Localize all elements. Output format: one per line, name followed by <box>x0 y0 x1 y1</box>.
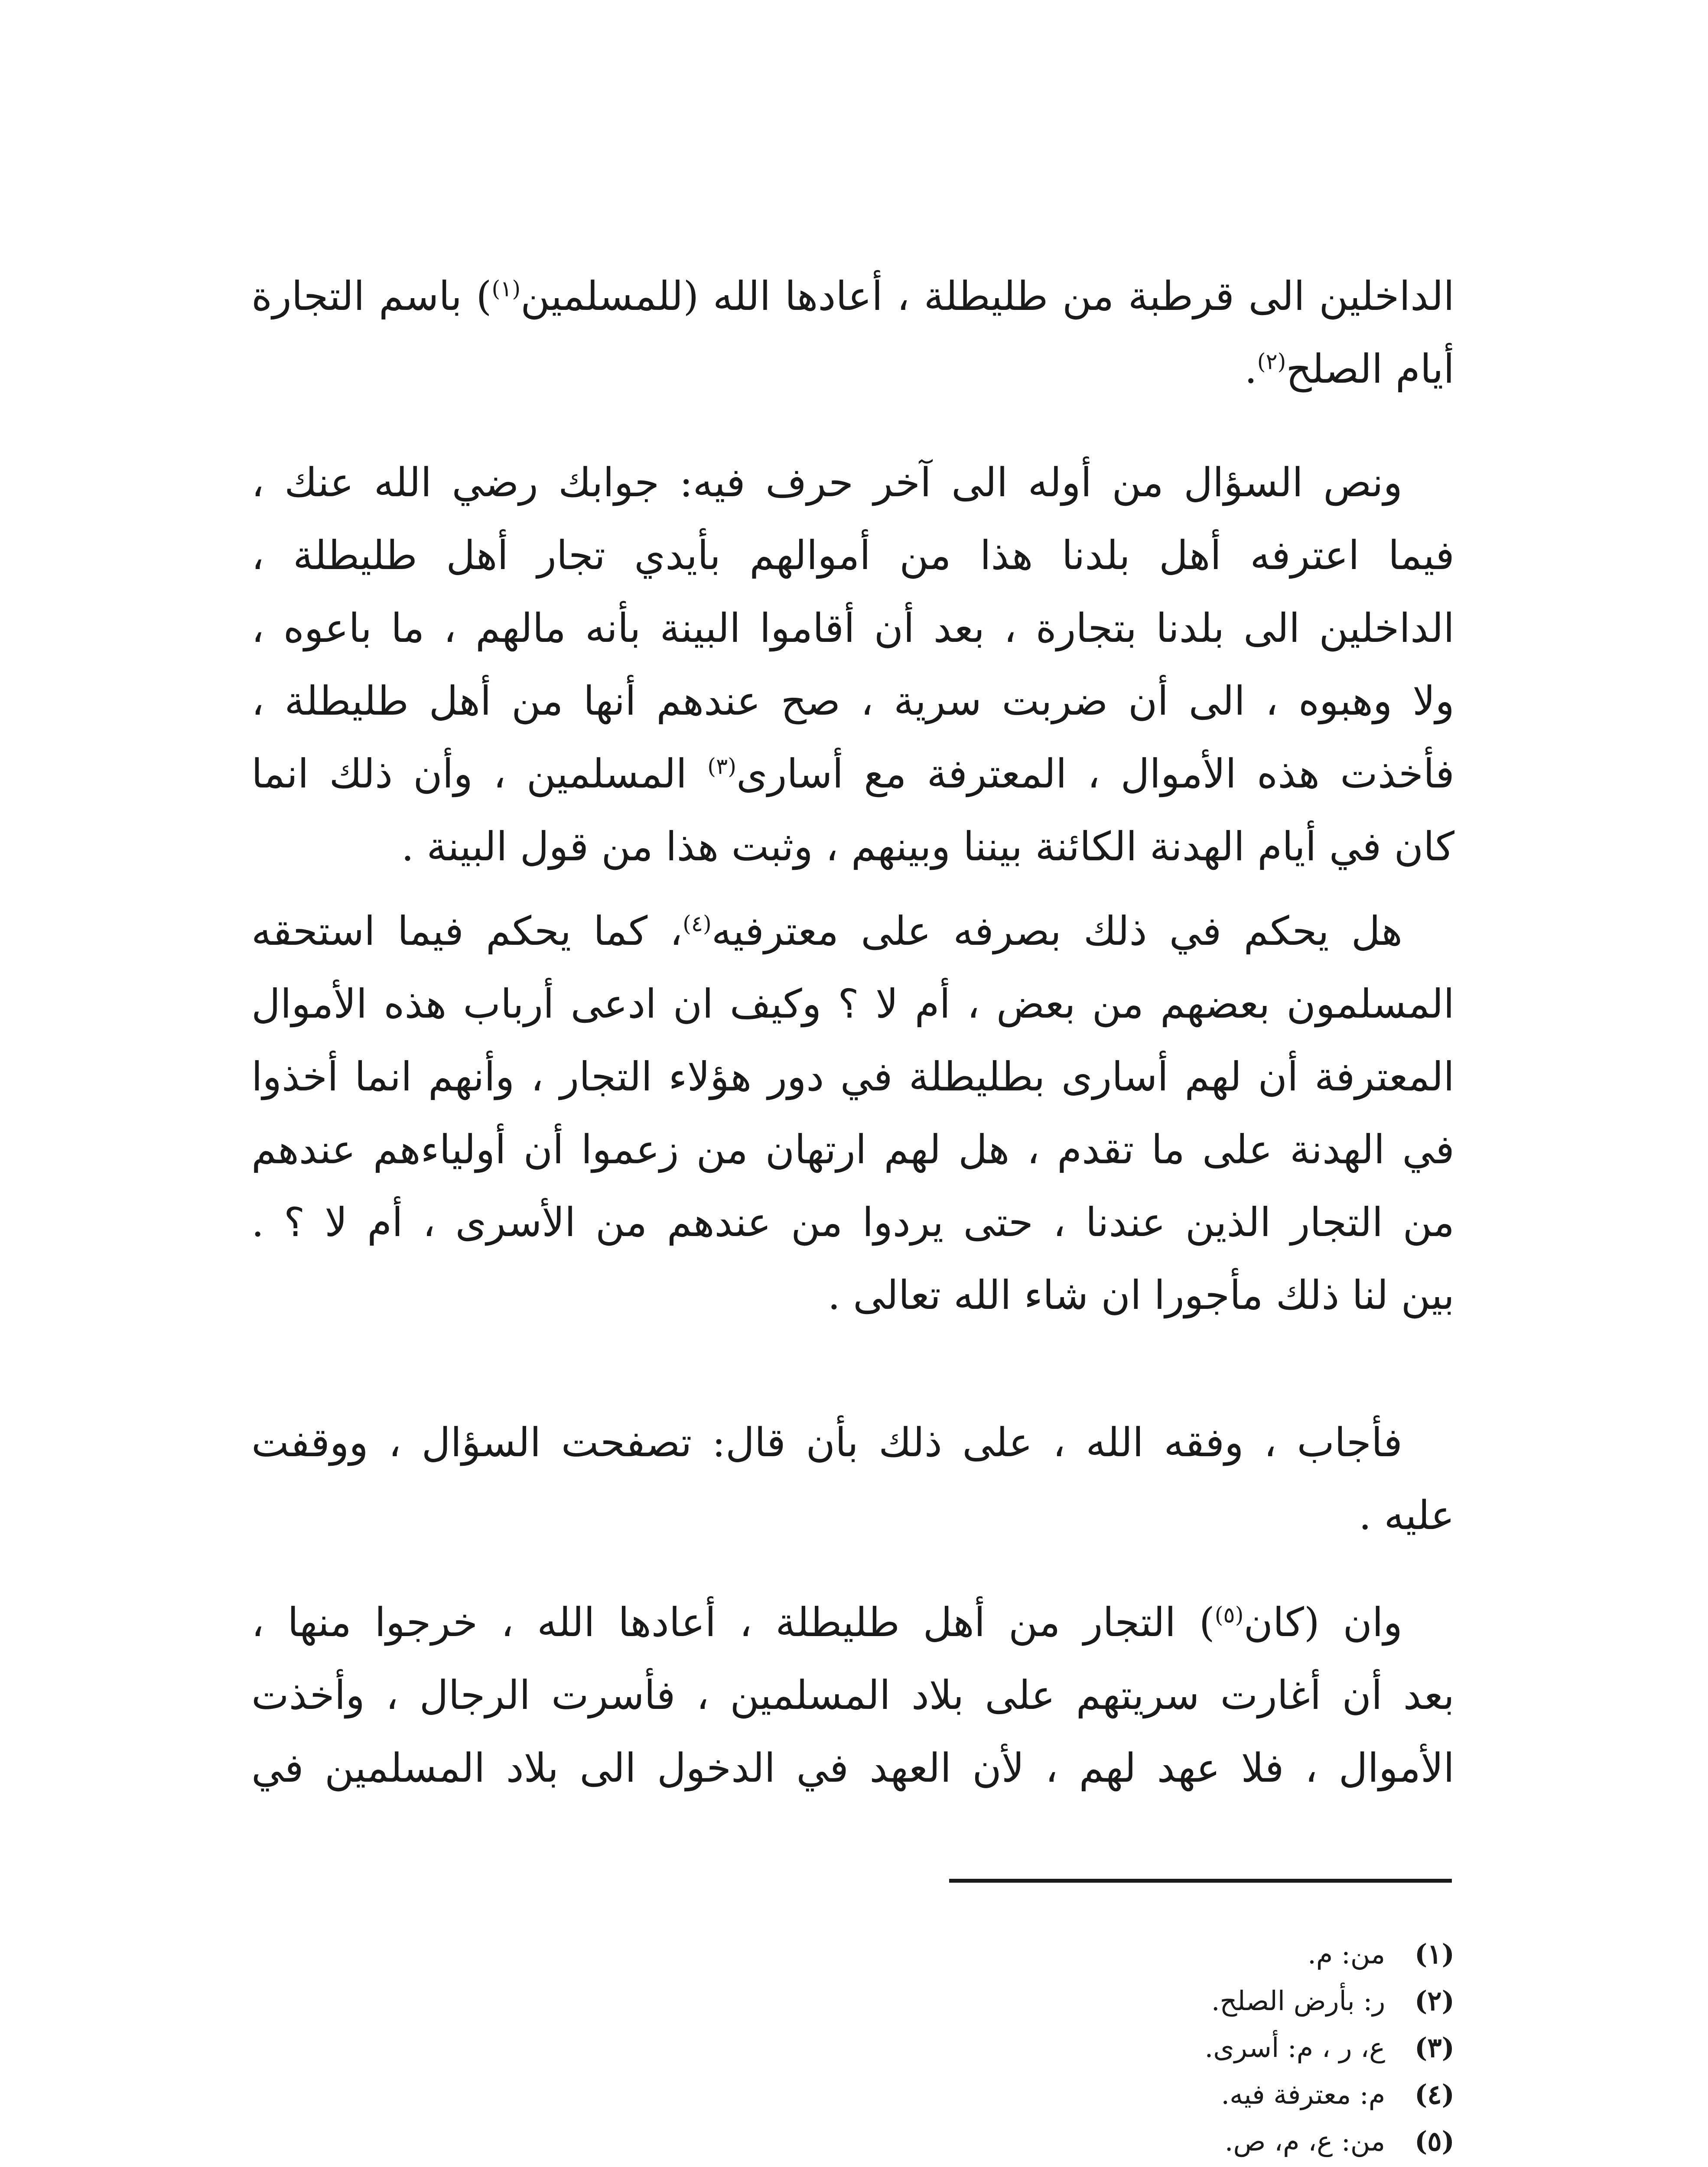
footnote-number: (١) <box>1415 1938 1454 1970</box>
text-segment: في الهدنة على ما تقدم ، هل لهم ارتهان من زعموا أن أولياءهم عندهم <box>251 1126 1454 1173</box>
text-line <box>251 1406 1454 1479</box>
text-line <box>251 446 1454 519</box>
text-segment: فأخذت هذه الأموال ، المعترفة مع أسارى <box>736 751 1454 797</box>
footnote-text: من: ع، م، ص. <box>1224 2125 1386 2157</box>
text-segment: فأجاب ، وفقه الله ، على ذلك بأن قال: تصفحت السؤال ، ووقفت <box>251 1419 1402 1466</box>
text-line <box>251 1732 1454 1805</box>
text-segment: المسلمين ، وأن ذلك انما <box>251 751 708 797</box>
footnote-text: من: م. <box>1308 1938 1386 1970</box>
text-segment: هل يحكم في ذلك بصرفه على معترفيه <box>711 908 1402 954</box>
footnote-item <box>848 2071 1454 2118</box>
text-line <box>251 738 1454 810</box>
footnote-number: (٣) <box>1415 2032 1454 2063</box>
paragraph-2 <box>251 446 1454 883</box>
footnote-number: (٢) <box>1415 1985 1454 2017</box>
footnote-item <box>848 1931 1454 1978</box>
text-segment: المعترفة أن لهم أسارى بطليطلة في دور هؤلاء التجار ، وأنهم انما أخذوا <box>251 1054 1454 1100</box>
footnote-divider <box>949 1879 1452 1883</box>
text-line <box>251 1041 1454 1113</box>
text-line <box>251 260 1454 333</box>
text-segment: ولا وهبوه ، الى أن ضربت سرية ، صح عندهم أنها من أهل طليطلة ، <box>251 678 1454 724</box>
text-segment: . <box>1244 346 1257 392</box>
text-segment: أيام الصلح <box>1286 346 1454 392</box>
text-line <box>251 895 1454 968</box>
footnote-ref[interactable]: (٢) <box>1257 348 1286 374</box>
text-segment: الداخلين الى بلدنا بتجارة ، بعد أن أقاموا البينة بأنه مالهم ، ما باعوه ، <box>251 605 1454 651</box>
footnote-item <box>848 1978 1454 2024</box>
footnote-item <box>848 2118 1454 2165</box>
paragraph-3 <box>251 895 1454 1332</box>
footnote-text: ر: بأرض الصلح. <box>1211 1985 1386 2017</box>
paragraph-4 <box>251 1406 1454 1552</box>
text-segment: من التجار الذين عندنا ، حتى يردوا من عندهم من الأسرى ، أم لا ؟ . <box>251 1199 1454 1246</box>
text-segment: ) باسم التجارة <box>251 273 492 319</box>
footnote-ref[interactable]: (١) <box>491 276 521 302</box>
footnotes <box>848 1931 1454 2165</box>
footnote-text: ع، ر ، م: أسرى. <box>1204 2032 1386 2063</box>
text-line <box>251 810 1454 883</box>
text-segment: الداخلين الى قرطبة من طليطلة ، أعادها الله (للمسلمين <box>521 273 1454 319</box>
text-segment: ، كما يحكم فيما استحقه <box>251 908 683 954</box>
footnote-ref[interactable]: (٥) <box>1214 1602 1244 1628</box>
text-line <box>251 968 1454 1041</box>
text-line <box>251 1659 1454 1732</box>
footnote-number: (٤) <box>1415 2079 1454 2110</box>
text-segment: ونص السؤال من أوله الى آخر حرف فيه: جوابك رضي الله عنك ، <box>251 459 1402 506</box>
text-segment: كان في أيام الهدنة الكائنة بيننا وبينهم ، وثبت هذا من قول البينة . <box>401 823 1454 870</box>
text-line <box>251 1586 1454 1659</box>
paragraph-1 <box>251 260 1454 406</box>
footnote-number: (٥) <box>1415 2125 1454 2157</box>
footnote-text: م: معترفة فيه. <box>1221 2079 1386 2110</box>
text-segment: فيما اعترفه أهل بلدنا هذا من أموالهم بأيدي تجار أهل طليطلة ، <box>251 532 1454 579</box>
footnote-item <box>848 2024 1454 2071</box>
text-line <box>251 665 1454 738</box>
text-line <box>251 1479 1454 1552</box>
text-line <box>251 1113 1454 1186</box>
text-line <box>251 519 1454 592</box>
paragraph-5 <box>251 1586 1454 1805</box>
text-line <box>251 592 1454 665</box>
text-segment: ) التجار من أهل طليطلة ، أعادها الله ، خرجوا منها ، <box>251 1599 1215 1646</box>
text-segment: عليه . <box>1359 1492 1454 1539</box>
text-line <box>251 1186 1454 1259</box>
footnote-ref[interactable]: (٤) <box>683 911 712 937</box>
text-segment: وان (كان <box>1243 1599 1402 1646</box>
text-segment: المسلمون بعضهم من بعض ، أم لا ؟ وكيف ان ادعى أرباب هذه الأموال <box>251 981 1454 1027</box>
text-line <box>251 333 1454 406</box>
text-segment: بعد أن أغارت سريتهم على بلاد المسلمين ، فأسرت الرجال ، وأخذت <box>251 1672 1454 1718</box>
text-segment: الأموال ، فلا عهد لهم ، لأن العهد في الدخول الى بلاد المسلمين في <box>251 1745 1454 1791</box>
text-line <box>251 1259 1454 1332</box>
footnote-ref[interactable]: (٣) <box>707 753 736 779</box>
text-segment: بين لنا ذلك مأجورا ان شاء الله تعالى . <box>827 1272 1454 1318</box>
